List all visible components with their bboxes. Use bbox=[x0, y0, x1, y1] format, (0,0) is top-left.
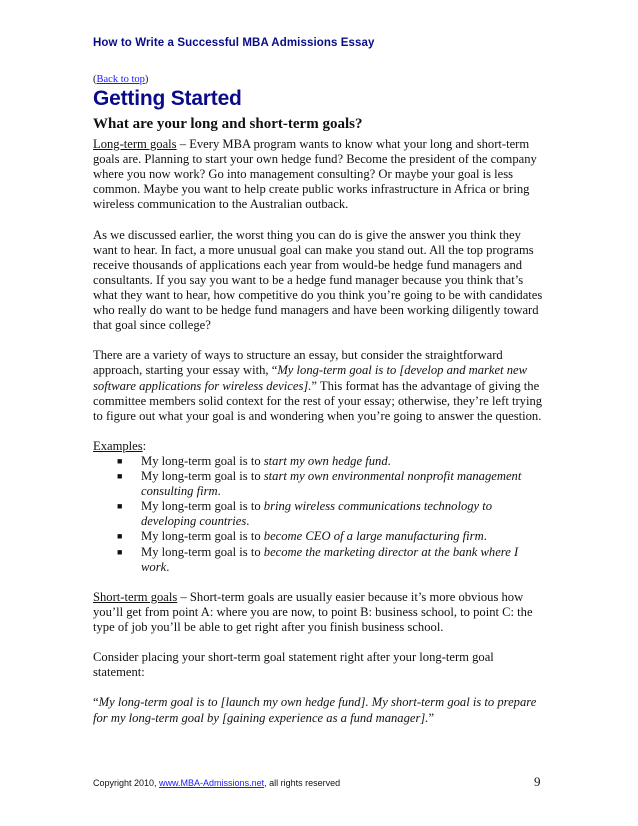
back-paren-close: ) bbox=[144, 74, 149, 85]
example-goal: bring wireless communications technology to developing countries bbox=[141, 499, 493, 529]
long-term-label: Long-term goals bbox=[93, 137, 177, 151]
paragraph-3-before: There are a variety of ways to structure an essay, but consider the straightforward approach, starting your essay with, “ bbox=[93, 348, 503, 378]
examples-colon: : bbox=[142, 438, 147, 453]
example-suffix: . bbox=[217, 484, 221, 499]
footer-website-link[interactable]: www.MBA-Admissions.net bbox=[159, 778, 265, 788]
running-header: How to Write a Successful MBA Admissions Essay bbox=[93, 37, 375, 49]
example-suffix: . bbox=[387, 453, 391, 468]
page-footer bbox=[93, 778, 545, 788]
example-prefix: My long-term goal is to bbox=[141, 453, 264, 468]
square-bullet-icon: ■ bbox=[117, 471, 123, 482]
example-goal: become the marketing director at the bank where I work bbox=[141, 544, 519, 574]
example-suffix: . bbox=[483, 529, 487, 544]
back-to-top-link[interactable]: Back to top bbox=[96, 74, 145, 85]
paragraph-3 bbox=[93, 348, 548, 423]
examples-label: Examples bbox=[93, 438, 143, 453]
short-term-text: – Short-term goals are usually easier because it’s more obvious how you’ll get from point A: where you are now, to point B: business school, to point C: the type of job you’ll be able to get right after you finish business school. bbox=[93, 589, 533, 634]
back-paren-open: ( bbox=[93, 74, 97, 85]
final-quote-open: “ bbox=[93, 695, 99, 710]
short-term-label: Short-term goals bbox=[93, 589, 178, 604]
example-goal: start my own environmental nonprofit management consulting firm bbox=[141, 469, 522, 499]
footer-prefix: Copyright 2010, bbox=[93, 778, 160, 788]
body-text bbox=[93, 137, 548, 741]
list-item bbox=[93, 545, 548, 575]
list-item bbox=[93, 454, 548, 469]
long-term-intro: – Every MBA program wants to know what your long and short-term goals are. Planning to start your own hedge fund? Become the president of the company where you now work? Go into management consulting? Or maybe your goal is less common. Maybe you want to help create public works infrastructure in Africa or bring wireless communication to the Australian outback. bbox=[93, 137, 537, 212]
example-prefix: My long-term goal is to bbox=[141, 544, 264, 559]
square-bullet-icon: ■ bbox=[117, 531, 123, 542]
paragraph-3-quote: My long-term goal is to [develop and market new software applications for wireless devices]. bbox=[93, 363, 528, 393]
list-item bbox=[93, 469, 548, 499]
back-to-top bbox=[93, 74, 148, 85]
footer-suffix: , all rights reserved bbox=[264, 778, 341, 788]
example-prefix: My long-term goal is to bbox=[141, 529, 264, 544]
paragraph-2: As we discussed earlier, the worst thing you can do is give the answer you think they want to hear. In fact, a more unusual goal can make you stand out. All the top programs receive thousands of applications each year from would-be hedge fund managers and consultants. If you say you want to be a hedge fund manager because you think that’s what they want to hear, how competitive do you think you’re going to be with candidates who really do want to be hedge fund managers and have been working diligently toward that goal since college? bbox=[93, 227, 543, 333]
square-bullet-icon: ■ bbox=[117, 455, 123, 466]
example-goal: become CEO of a large manufacturing firm bbox=[263, 529, 484, 544]
square-bullet-icon: ■ bbox=[117, 501, 123, 512]
example-prefix: My long-term goal is to bbox=[141, 499, 264, 514]
section-title: Getting Started bbox=[93, 87, 242, 110]
long-term-paragraph bbox=[93, 137, 548, 212]
example-prefix: My long-term goal is to bbox=[141, 469, 264, 484]
example-suffix: . bbox=[246, 514, 250, 529]
list-item bbox=[93, 529, 548, 544]
examples-heading bbox=[93, 439, 548, 454]
list-item bbox=[93, 499, 548, 529]
example-suffix: . bbox=[166, 559, 170, 574]
paragraph-3-after: ” This format has the advantage of giving the committee members solid context for the rest of your essay; otherwise, they’re left trying to figure out what your goal is and wondering when you’re going to answer the question. bbox=[93, 378, 543, 423]
final-quote-close: ” bbox=[428, 710, 435, 725]
consider-paragraph: Consider placing your short-term goal statement right after your long-term goal statement: bbox=[93, 650, 494, 680]
page-number: 9 bbox=[534, 774, 541, 789]
final-quote-text: My long-term goal is to [launch my own hedge fund]. My short-term goal is to prepare for my long-term goal by [gaining experience as a fund manager]. bbox=[93, 695, 537, 725]
final-quote bbox=[93, 695, 548, 725]
section-question: What are your long and short-term goals? bbox=[93, 116, 363, 132]
short-term-paragraph bbox=[93, 590, 548, 635]
example-goal: start my own hedge fund bbox=[263, 453, 388, 468]
examples-list bbox=[93, 454, 548, 575]
square-bullet-icon: ■ bbox=[117, 546, 123, 557]
